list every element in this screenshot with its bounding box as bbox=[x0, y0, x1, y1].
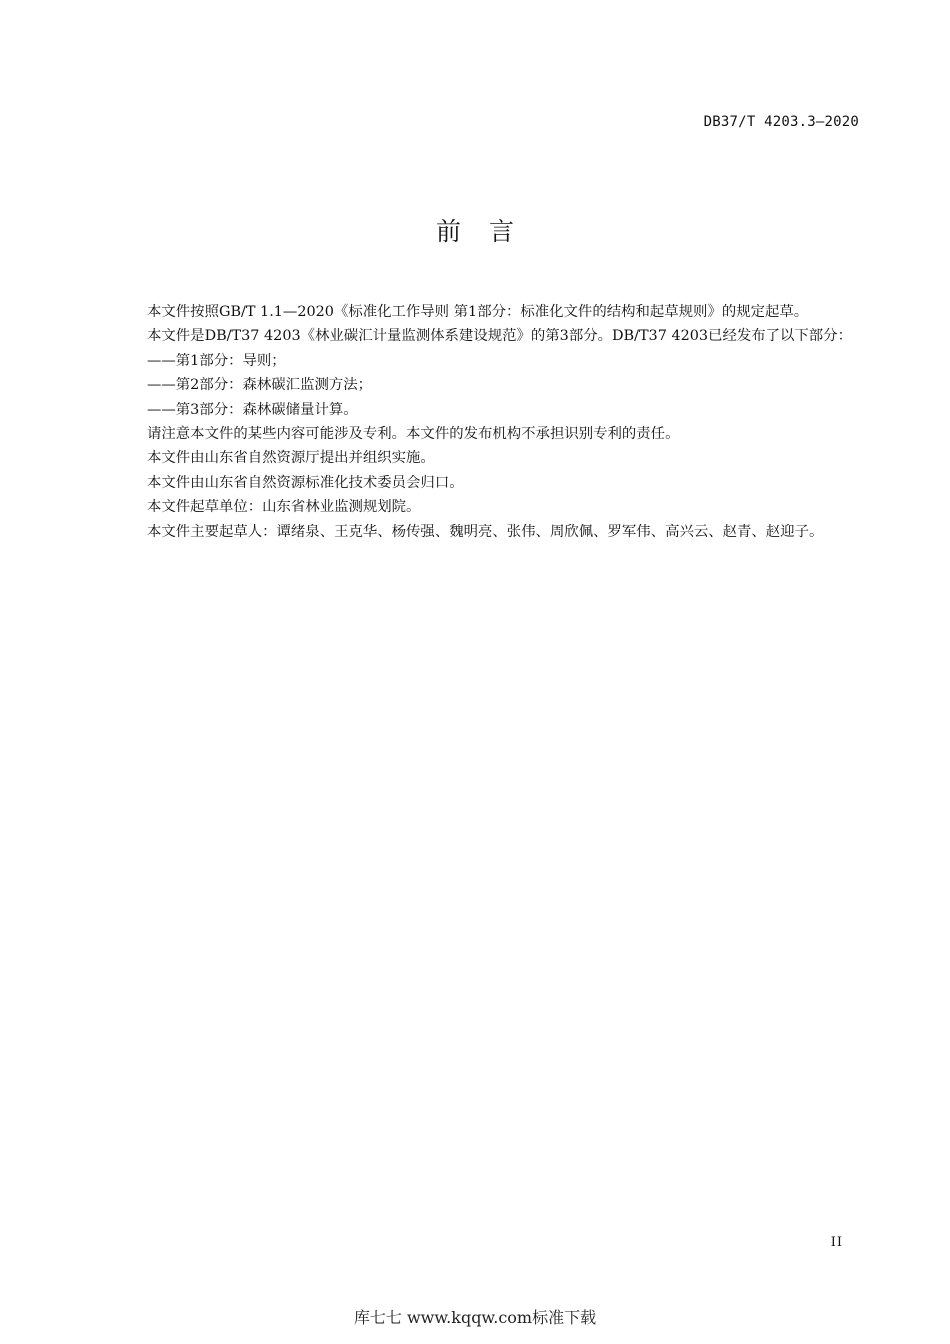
paragraph-patent-notice: 请注意本文件的某些内容可能涉及专利。本文件的发布机构不承担识别专利的责任。 bbox=[147, 426, 680, 443]
paragraph-drafting-basis: 本文件按照GB/T 1.1—2020《标准化工作导则 第1部分：标准化文件的结构和起草规则》的规定起草。 bbox=[147, 304, 809, 320]
paragraph-series-parts: 本文件是DB/T37 4203《林业碳汇计量监测体系建设规范》的第3部分。DB/T37 4203已经发布了以下部分： bbox=[147, 328, 852, 345]
page-number: II bbox=[830, 1235, 843, 1250]
list-item-part-2: ——第2部分：森林碳汇监测方法； bbox=[147, 377, 373, 394]
list-item-part-1: ——第1部分：导则； bbox=[147, 352, 286, 369]
preface-body bbox=[114, 300, 860, 544]
watermark-link[interactable]: 库七七 www.kqqw.com标准下载 bbox=[353, 1308, 597, 1327]
paragraph-drafters: 本文件主要起草人：谭绪泉、王克华、杨传强、魏明亮、张伟、周欣佩、罗军伟、高兴云、赵青、赵迎子。 bbox=[147, 523, 824, 540]
paragraph-proposer: 本文件由山东省自然资源厅提出并组织实施。 bbox=[147, 450, 435, 467]
paragraph-drafting-unit: 本文件起草单位：山东省林业监测规划院。 bbox=[147, 499, 421, 516]
paragraph-committee: 本文件由山东省自然资源标准化技术委员会归口。 bbox=[147, 474, 464, 491]
document-code: DB37/T 4203.3—2020 bbox=[703, 114, 859, 130]
page-title: 前言 bbox=[435, 217, 542, 246]
list-item-part-3: ——第3部分：森林碳储量计算。 bbox=[147, 401, 358, 418]
